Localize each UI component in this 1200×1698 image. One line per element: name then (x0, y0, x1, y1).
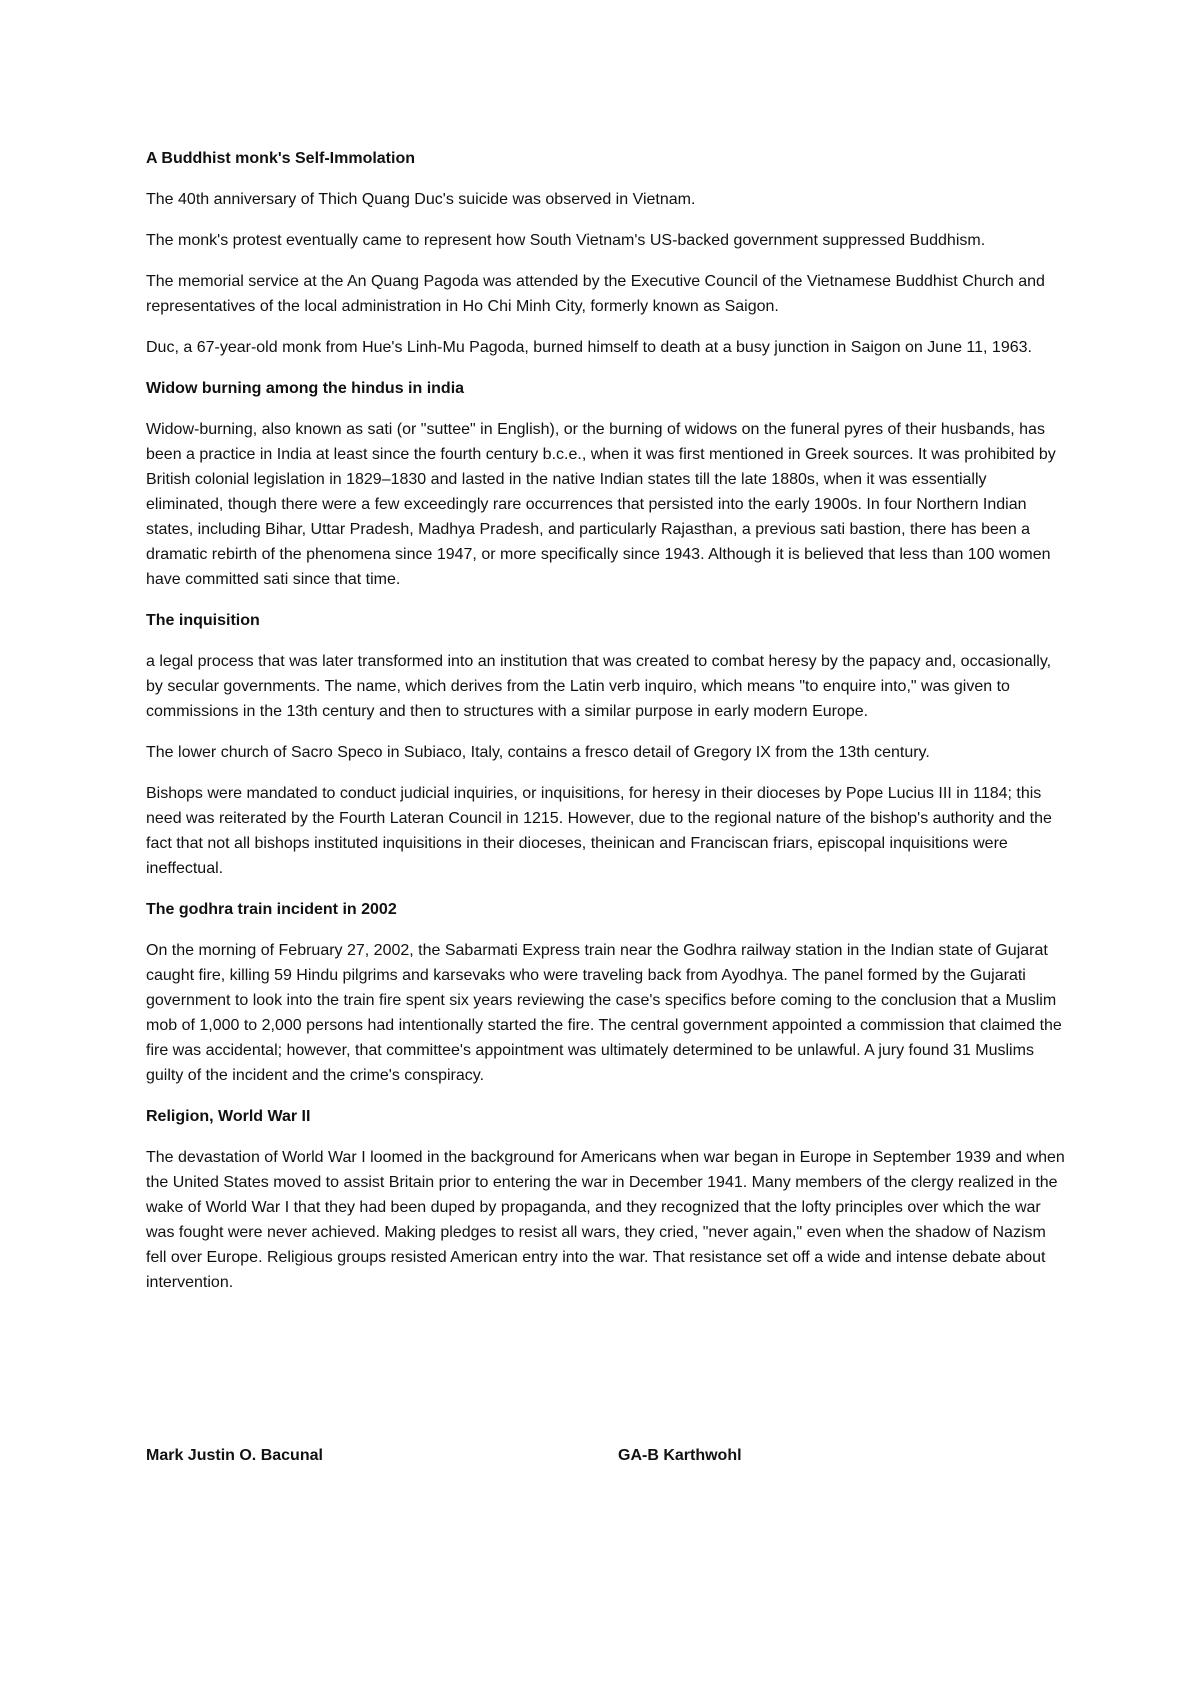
section-heading: The godhra train incident in 2002 (146, 901, 397, 918)
document-body (146, 146, 1066, 1311)
paragraph: Duc, a 67-year-old monk from Hue's Linh-Mu Pagoda, burned himself to death at a busy junction in Saigon on June 11, 1963. (146, 339, 1032, 356)
paragraph: The monk's protest eventually came to represent how South Vietnam's US-backed government suppressed Buddhism. (146, 232, 986, 249)
section-godhra-train (146, 897, 1066, 1088)
author-name: Mark Justin O. Bacunal (146, 1447, 323, 1464)
section-heading: Widow burning among the hindus in india (146, 380, 465, 397)
paragraph: The lower church of Sacro Speco in Subiaco, Italy, contains a fresco detail of Gregory IX from the 13th century. (146, 744, 930, 761)
paragraph: a legal process that was later transformed into an institution that was created to combat heresy by the papacy and, occasionally, by secular governments. The name, which derives from the Latin verb inquiro, which means "to enquire into," was given to commissions in the 13th century and then to structures with a similar purpose in early modern Europe. (146, 653, 1052, 720)
paragraph: The memorial service at the An Quang Pagoda was attended by the Executive Council of the Vietnamese Buddhist Church and representatives of the local administration in Ho Chi Minh City, formerly known as Saigon. (146, 273, 1045, 315)
section-heading: A Buddhist monk's Self-Immolation (146, 150, 415, 167)
paragraph: On the morning of February 27, 2002, the Sabarmati Express train near the Godhra railway station in the Indian state of Gujarat caught fire, killing 59 Hindu pilgrims and karsevaks who were traveling back from Ayodhya. The panel formed by the Gujarati government to look into the train fire spent six years reviewing the case's specifics before coming to the conclusion that a Muslim mob of 1,000 to 2,000 persons had intentionally started the fire. The central government appointed a commission that claimed the fire was accidental; however, that committee's appointment was ultimately determined to be unlawful. A jury found 31 Muslims guilty of the incident and the crime's conspiracy. (146, 942, 1062, 1084)
section-inquisition (146, 608, 1066, 881)
paragraph: Bishops were mandated to conduct judicial inquiries, or inquisitions, for heresy in their dioceses by Pope Lucius III in 1184; this need was reiterated by the Fourth Lateran Council in 1215. However, due to the regional nature of the bishop's authority and the fact that not all bishops instituted inquisitions in their dioceses, theinican and Franciscan friars, episcopal inquisitions were ineffectual. (146, 785, 1052, 877)
section-self-immolation (146, 146, 1066, 360)
paragraph: Widow-burning, also known as sati (or "suttee" in English), or the burning of widows on the funeral pyres of their husbands, has been a practice in India at least since the fourth century b.c.e., when it was first mentioned in Greek sources. It was prohibited by British colonial legislation in 1829–1830 and lasted in the native Indian states till the late 1880s, when it was essentially eliminated, though there were a few exceedingly rare occurrences that persisted into the early 1900s. In four Northern Indian states, including Bihar, Uttar Pradesh, Madhya Pradesh, and particularly Rajasthan, a previous sati bastion, there has been a dramatic rebirth of the phenomena since 1947, or more specifically since 1943. Although it is believed that less than 100 women have committed sati since that time. (146, 421, 1056, 588)
section-heading: The inquisition (146, 612, 260, 629)
section-widow-burning (146, 376, 1066, 592)
paragraph: The 40th anniversary of Thich Quang Duc's suicide was observed in Vietnam. (146, 191, 696, 208)
section-world-war-ii (146, 1104, 1066, 1295)
section-heading: Religion, World War II (146, 1108, 311, 1125)
paragraph: The devastation of World War I loomed in the background for Americans when war began in Europe in September 1939 and when the United States moved to assist Britain prior to entering the war in December 1941. Many members of the clergy realized in the wake of World War I that they had been duped by propaganda, and they recognized that the lofty principles over which the war was fought were never achieved. Making pledges to resist all wars, they cried, "never again," even when the shadow of Nazism fell over Europe. Religious groups resisted American entry into the war. That resistance set off a wide and intense debate about intervention. (146, 1149, 1065, 1291)
group-name: GA-B Karthwohl (618, 1447, 742, 1464)
